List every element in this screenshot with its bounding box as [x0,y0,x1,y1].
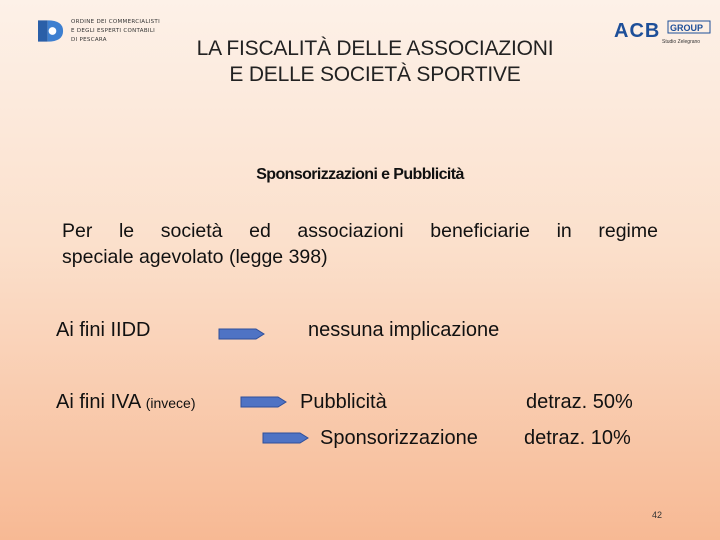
arrow-right-icon [240,392,288,412]
iva-label: Ai fini IVA [56,391,141,413]
page-number: 42 [652,510,663,520]
iva-note: (invece) [145,395,196,411]
pubblicita-label: Pubblicità [300,391,387,413]
intro-line-1: Per le società ed associazioni beneficiarie in regime [62,220,658,242]
sponsorizzazione-value: detraz. 10% [524,427,631,449]
acb-brand-text: ACB [614,20,661,42]
arrow-right-icon [262,428,310,448]
odcec-logo-text: ORDINE DEI COMMERCIALISTI E DEGLI ESPERTI CONTABILI DI PESCARA [71,19,160,43]
sponsorizzazione-label: Sponsorizzazione [320,427,478,449]
pubblicita-value: detraz. 50% [526,391,633,413]
section-subtitle: Sponsorizzazioni e Pubblicità [256,166,464,183]
iidd-value: nessuna implicazione [308,319,500,341]
arrow-right-icon [218,324,266,344]
acb-sub-text: Studio Zelegrano [662,39,701,45]
acb-group-logo [612,18,712,46]
iidd-label: Ai fini IIDD [56,319,151,341]
iva-label-row [56,391,195,414]
slide-title [150,36,600,88]
slide-title-line2: E DELLE SOCIETÀ SPORTIVE [229,63,521,86]
intro-paragraph [62,218,658,270]
slide-title-line1: LA FISCALITÀ DELLE ASSOCIAZIONI [196,37,554,60]
odcec-logo [38,14,160,48]
intro-line-2: speciale agevolato (legge 398) [62,246,328,268]
acb-group-text: GROUP [670,23,704,33]
odcec-mark-icon [38,16,65,46]
